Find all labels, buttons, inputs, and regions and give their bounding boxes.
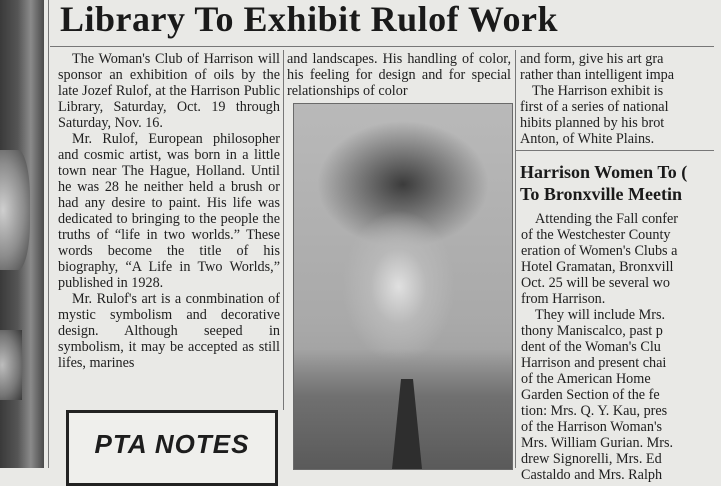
headline: Library To Exhibit Rulof Work [60, 0, 558, 39]
text-line: They will include Mrs. [535, 307, 666, 323]
text-line: Oct. 25 will be several wo [521, 275, 670, 291]
portrait-photo [293, 103, 513, 470]
text-line: Hotel Gramatan, Bronxvill [521, 259, 674, 275]
paragraph: Mr. Rulof, European philosopher and cosmic artist, was born in a little town near The Hague, Holland. Until he was 28 he neither held a brush or had any desire to paint. His life was dedicated to bringing to the people the truths of “life in two worlds.” These words become the title of his biography, “A Life in Two Worlds,” published in 1928. [58, 131, 280, 291]
text-line: Mrs. William Gurian. Mrs. [521, 435, 674, 451]
article-column-3 [520, 51, 720, 147]
text-line: Harrison and present chai [521, 355, 667, 371]
column-rule [283, 50, 284, 410]
column-rule [515, 50, 516, 468]
headline-rule [50, 46, 714, 47]
section-rule [516, 150, 714, 151]
article-column-3-bottom [521, 211, 721, 483]
subheadline-line-1: Harrison Women To ( [520, 162, 688, 182]
text-line: rather than intelligent impa [520, 67, 675, 83]
text-line: Anton, of White Plains. [520, 131, 655, 147]
text-line: dent of the Woman's Clu [521, 339, 661, 355]
text-line: Attending the Fall confer [535, 211, 679, 227]
text-line: tion: Mrs. Q. Y. Kau, pres [521, 403, 668, 419]
text-line: from Harrison. [521, 291, 606, 307]
pta-notes-box [66, 410, 278, 486]
text-line: Garden Section of the fe [521, 387, 660, 403]
text-line: of the Harrison Woman's [521, 419, 663, 435]
text-line: and form, give his art gra [520, 51, 664, 67]
text-line: eration of Women's Clubs a [521, 243, 678, 259]
column-rule [48, 0, 49, 468]
subheadline-line-2: To Bronxville Meetin [520, 184, 682, 204]
adjacent-photo-edge [0, 0, 44, 468]
text-line: Castaldo and Mrs. Ralph [521, 467, 663, 483]
article-column-1 [58, 51, 280, 371]
text-line: The Harrison exhibit is [532, 83, 664, 99]
article-column-2 [287, 51, 511, 99]
paragraph: Mr. Rulof's art is a conmbination of mystic symbolism and decorative design. Although seeped in symbolism, it may be accepted as still lifes, marines [58, 291, 280, 371]
text-line: thony Maniscalco, past p [521, 323, 663, 339]
pta-notes-title: PTA NOTES [94, 429, 250, 459]
text-line: hibits planned by his brot [520, 115, 665, 131]
text-line: of the American Home [521, 371, 651, 387]
text-line: first of a series of national [520, 99, 669, 115]
paragraph: The Woman's Club of Harrison will sponsor an exhibition of oils by the late Jozef Rulof, at the Harrison Public Library, Saturday, Oct. 19 through Saturday, Nov. 16. [58, 51, 280, 131]
paragraph: and landscapes. His handling of color, his feeling for design and for special relationships of color [287, 51, 511, 99]
text-line: of the Westchester County [521, 227, 671, 243]
text-line: drew Signorelli, Mrs. Ed [521, 451, 662, 467]
